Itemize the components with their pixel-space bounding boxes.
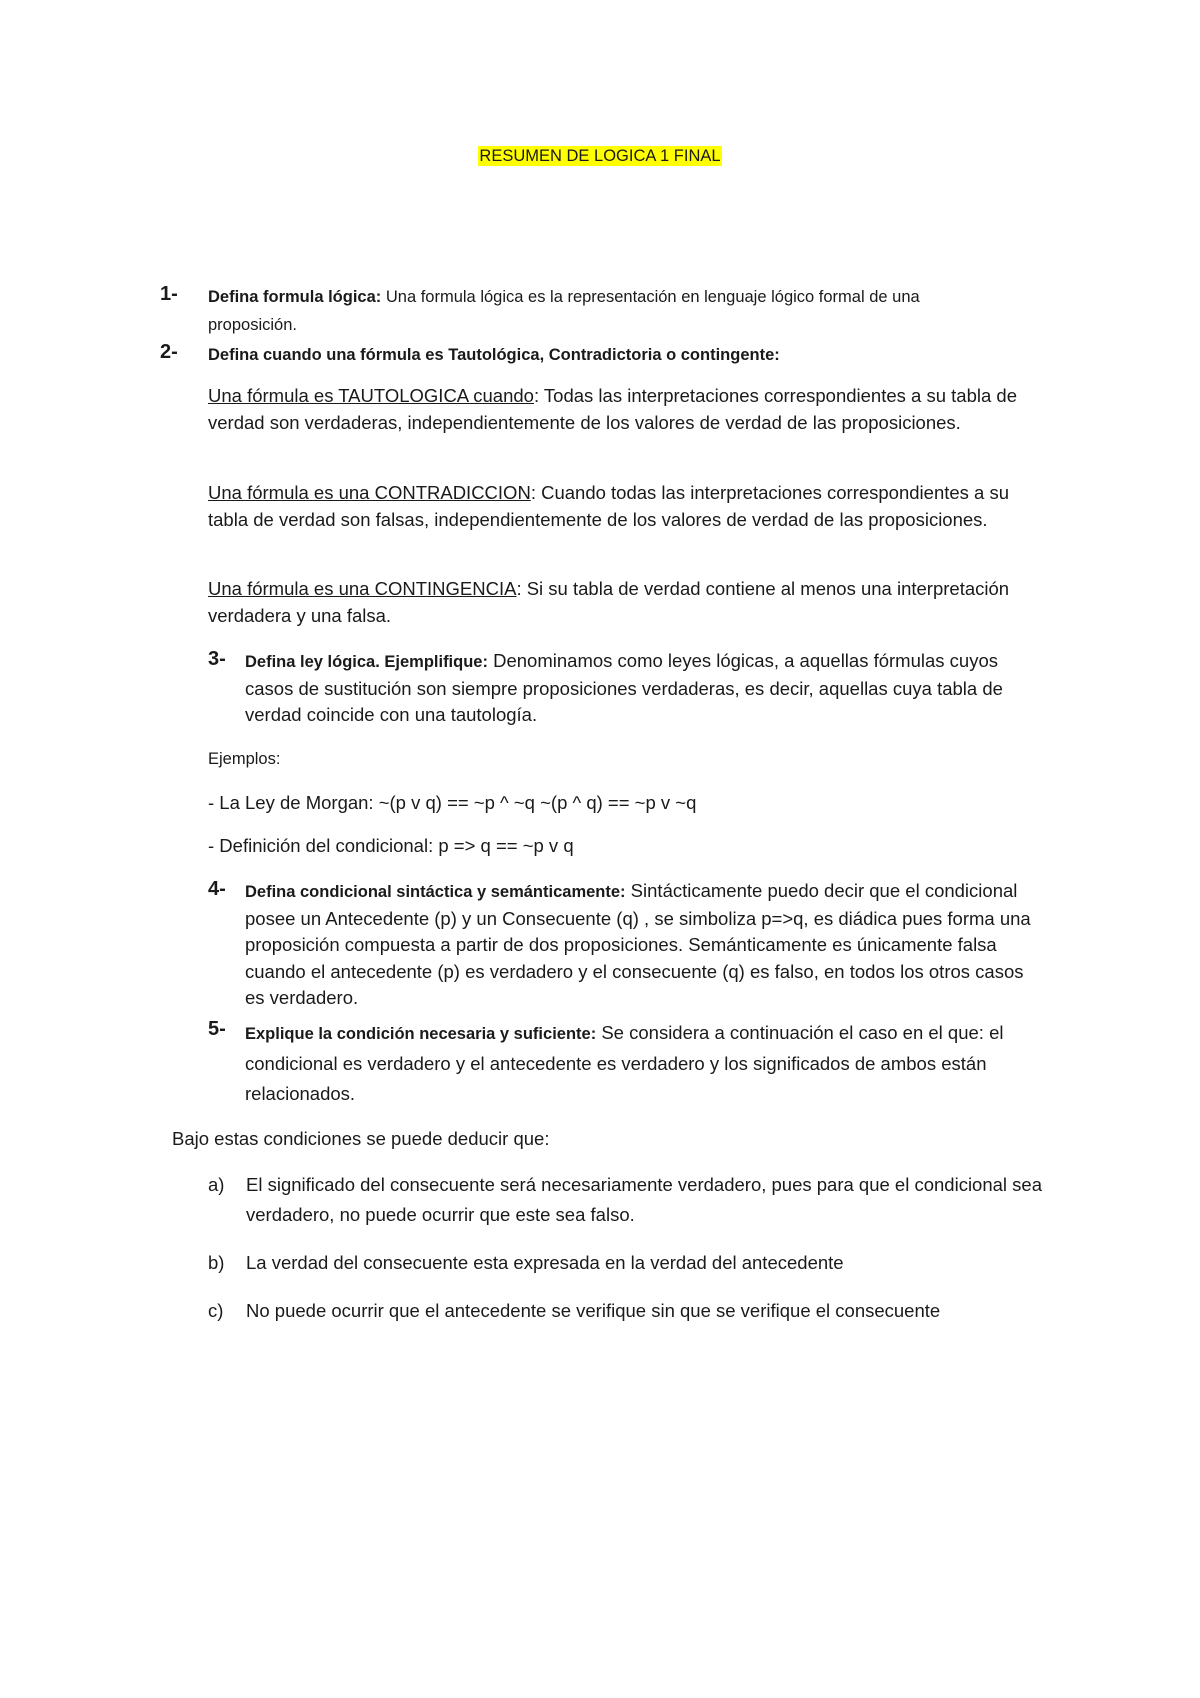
question-answer: Una formula lógica es la representación en lenguaje lógico formal de una proposición.	[208, 288, 920, 334]
question-label: Defina formula lógica:	[208, 288, 382, 306]
question-4	[208, 878, 1045, 1012]
question-label: Explique la condición necesaria y suficiente:	[245, 1025, 597, 1043]
definition-text: : Si su tabla de verdad contiene al menos una interpretación verdadera y una falsa.	[208, 578, 1010, 626]
question-label: Defina condicional sintáctica y semánticamente:	[245, 883, 626, 901]
example-morgan: - La Ley de Morgan: ~(p v q) == ~p ^ ~q ~(p ^ q) == ~p v ~q	[208, 792, 697, 813]
definition-lead: Una fórmula es una CONTINGENCIA	[208, 578, 517, 599]
examples-label: Ejemplos:	[208, 750, 281, 768]
definition-lead: Una fórmula es una CONTRADICCION	[208, 482, 531, 503]
question-answer: Se considera a continuación el caso en el que: el condicional es verdadero y el antecedente es verdadero y los significados de ambos están relacionados.	[245, 1022, 1004, 1104]
question-answer: Sintácticamente puedo decir que el condicional posee un Antecedente (p) y un Consecuente (q) , se simboliza p=>q, es diádica pues forma una proposición compuesta a partir de dos proposiciones. Semánticamente es únicamente falsa cuando el antecedente (p) es verdadero y el consecuente (q) es falso, en todos los otros casos es verdadero.	[245, 880, 1031, 1008]
list-marker: a)	[208, 1174, 225, 1195]
definition-text: : Todas las interpretaciones correspondientes a su tabla de verdad son verdaderas, independientemente de los valores de verdad de las proposiciones.	[208, 385, 1017, 433]
question-3	[208, 648, 1035, 729]
list-item	[208, 1170, 1048, 1230]
definition-lead: Una fórmula es TAUTOLOGICA cuando	[208, 385, 534, 406]
list-text: La verdad del consecuente esta expresada en la verdad del antecedente	[246, 1252, 844, 1273]
list-item	[208, 1296, 1048, 1326]
question-number: 1-	[160, 283, 178, 305]
list-text: No puede ocurrir que el antecedente se verifique sin que se verifique el consecuente	[246, 1300, 941, 1321]
question-1	[160, 283, 1048, 339]
question-5	[208, 1018, 1045, 1109]
conditions-intro: Bajo estas condiciones se puede deducir que:	[172, 1128, 550, 1149]
definition-contingencia	[208, 576, 1038, 629]
question-2	[160, 341, 1048, 369]
question-number: 2-	[160, 341, 178, 363]
example-condicional: - Definición del condicional: p => q == ~p v q	[208, 835, 574, 856]
question-answer: Denominamos como leyes lógicas, a aquellas fórmulas cuyos casos de sustitución son siempre proposiciones verdaderas, es decir, aquellas cuya tabla de verdad coincide con una tautología.	[245, 650, 1003, 725]
question-number: 5-	[208, 1018, 226, 1040]
definition-tautologia	[208, 383, 1038, 436]
question-label: Defina cuando una fórmula es Tautológica, Contradictoria o contingente:	[208, 346, 780, 364]
definition-text: : Cuando todas las interpretaciones correspondientes a su tabla de verdad son falsas, independientemente de los valores de verdad de las proposiciones.	[208, 482, 1010, 530]
question-number: 4-	[208, 878, 226, 900]
list-item	[208, 1248, 1048, 1278]
list-marker: c)	[208, 1300, 224, 1321]
question-number: 3-	[208, 648, 226, 670]
list-text: El significado del consecuente será necesariamente verdadero, pues para que el condicional sea verdadero, no puede ocurrir que este sea falso.	[246, 1174, 1043, 1225]
question-label: Defina ley lógica. Ejemplifique:	[245, 653, 488, 671]
page-title: RESUMEN DE LOGICA 1 FINAL	[479, 147, 721, 165]
definition-contradiccion	[208, 480, 1038, 533]
list-marker: b)	[208, 1252, 225, 1273]
